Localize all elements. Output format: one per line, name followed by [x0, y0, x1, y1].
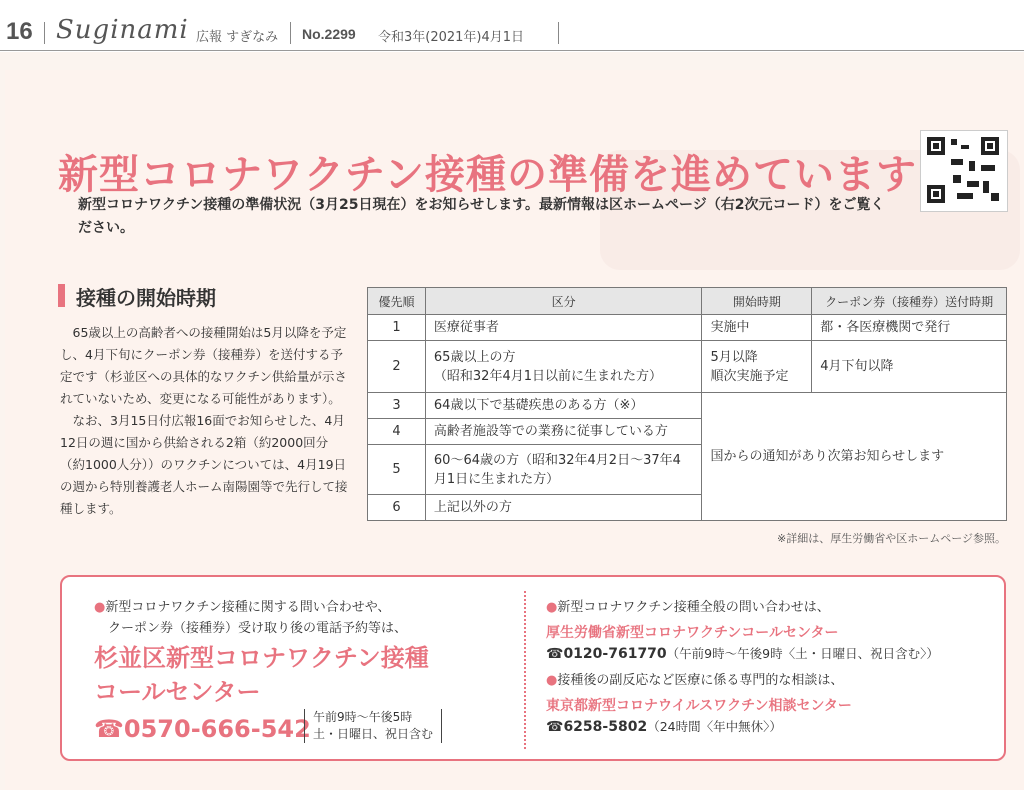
phone-row: [546, 717, 996, 735]
inquiry-line: ●新型コロナワクチン接種に関する問い合わせや、: [94, 600, 391, 615]
header-rule: [0, 50, 1024, 51]
logo: Suginami: [56, 15, 189, 45]
issue-date: 令和3年(2021年)4月1日: [378, 30, 525, 45]
priority-cell: 3: [368, 393, 426, 419]
paper-name: 広報 すぎなみ: [196, 30, 279, 45]
phone-number[interactable]: ☎0120-761770: [546, 646, 667, 662]
header-divider: [290, 22, 291, 44]
category-cell: 64歳以下で基礎疾患のある方（※）: [425, 393, 702, 419]
priority-cell: 2: [368, 341, 426, 393]
table-row: [368, 393, 1007, 419]
suginami-call-center: [94, 597, 534, 749]
phone-hours: （午前9時～午後9時〈土・日曜日、祝日含む〉）: [666, 646, 939, 661]
priority-cell: 5: [368, 445, 426, 495]
section-heading: 接種の開始時期: [76, 286, 216, 310]
call-center-name: コールセンター: [94, 678, 261, 706]
dotted-divider: [524, 591, 526, 749]
column-header: 優先順: [368, 288, 426, 315]
inquiry-line: クーポン券（接種券）受け取り後の電話予約等は、: [108, 621, 408, 636]
issue-number: No.2299: [302, 26, 356, 42]
other-call-centers: [546, 597, 996, 743]
tokyo-consultation-center-name: 東京都新型コロナウイルスワクチン相談センター: [546, 698, 852, 714]
table-header-row: [368, 288, 1007, 315]
category-cell: 高齢者施設等での業務に従事している方: [425, 419, 702, 445]
paragraph: なお、3月15日付広報16面でお知らせした、4月12日の週に国から供給される2箱（約2000回分（約1000人分））のワクチンについては、4月19日の週から特別養護老人ホーム南陽園等で先行して接種します。: [60, 413, 348, 516]
bullet-icon: ●: [94, 600, 106, 615]
phone-hours: （24時間〈年中無休〉）: [647, 719, 782, 734]
inquiry-line: ●接種後の副反応など医療に係る専門的な相談は、: [546, 673, 844, 688]
priority-cell: 1: [368, 315, 426, 341]
qr-code-icon[interactable]: [920, 130, 1008, 212]
section-body: [60, 322, 352, 520]
priority-cell: 4: [368, 419, 426, 445]
hours-line: 土・日曜日、祝日含む: [313, 727, 434, 741]
start-cell: 実施中: [702, 315, 812, 341]
coupon-cell: 4月下旬以降: [812, 341, 1007, 393]
mhlw-call-center-name: 厚生労働省新型コロナワクチンコールセンター: [546, 625, 839, 641]
page-title: 新型コロナワクチン接種の準備を進めています: [58, 151, 917, 198]
merged-notice-cell: 国からの通知があり次第お知らせします: [702, 393, 1007, 521]
category-cell: 上記以外の方: [425, 495, 702, 521]
column-header: クーポン券（接種券）送付時期: [812, 288, 1007, 315]
column-header: 開始時期: [702, 288, 812, 315]
coupon-cell: 都・各医療機関で発行: [812, 315, 1007, 341]
paragraph: 65歳以上の高齢者への接種開始は5月以降を予定し、4月下旬にクーポン券（接種券）を送付する予定です（杉並区への具体的なワクチン供給量が示されていないため、変更になる可能性があります）。: [60, 325, 347, 406]
category-cell: 60～64歳の方（昭和32年4月2日～37年4月1日に生まれた方）: [425, 445, 702, 495]
priority-cell: 6: [368, 495, 426, 521]
call-center-name: 杉並区新型コロナワクチン接種: [94, 644, 429, 672]
phone-row: [546, 644, 996, 662]
header-divider: [558, 22, 559, 44]
newspaper-header: [0, 0, 1024, 52]
contact-box: [60, 575, 1006, 761]
hours-bracket: [304, 709, 442, 743]
phone-number[interactable]: ☎6258-5802: [546, 719, 648, 735]
category-cell: [425, 341, 702, 393]
category-cell: 医療従事者: [425, 315, 702, 341]
phone-number[interactable]: ☎0570-666-542: [94, 715, 311, 743]
bullet-icon: ●: [546, 600, 558, 615]
phone-row: [94, 709, 534, 749]
hours-line: 午前9時～午後5時: [313, 710, 413, 724]
inquiry-line: ●新型コロナワクチン接種全般の問い合わせは、: [546, 600, 830, 615]
column-header: 区分: [425, 288, 702, 315]
table-footnote: ※詳細は、厚生労働省や区ホームページ参照。: [777, 532, 1006, 545]
table-row: [368, 341, 1007, 393]
bullet-icon: ●: [546, 673, 558, 688]
intro-text: 新型コロナワクチン接種の準備状況（3月25日現在）をお知らせします。最新情報は区ホームページ（右2次元コード）をご覧ください。: [78, 197, 885, 236]
start-cell: 5月以降 順次実施予定: [702, 341, 812, 393]
header-divider: [44, 22, 45, 44]
category-main: 65歳以上の方: [433, 349, 516, 365]
category-sub: （昭和32年4月1日以前に生まれた方）: [433, 368, 662, 384]
vaccination-schedule-table: [367, 287, 1007, 521]
table-row: [368, 315, 1007, 341]
page-number: 16: [6, 18, 33, 45]
